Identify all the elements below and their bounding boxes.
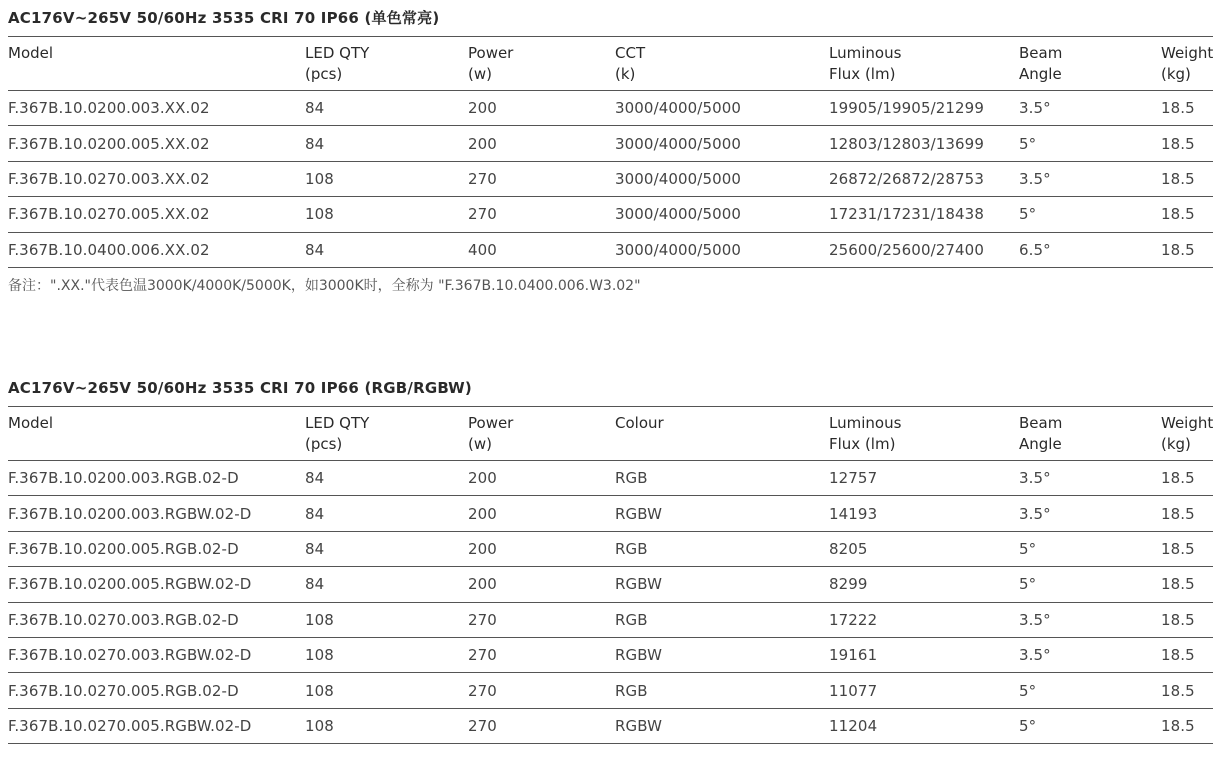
footnote: 备注：".XX."代表色温3000K/4000K/5000K，如3000K时，全称为 "F.367B.10.0400.006.W3.02" <box>8 277 641 294</box>
cell-beam-angle: 3.5° <box>1019 602 1161 637</box>
cell-beam-angle: 3.5° <box>1019 161 1161 196</box>
cell-model: F.367B.10.0200.003.XX.02 <box>8 91 305 126</box>
column-header-weight <box>1161 407 1213 461</box>
cell-cct-colour: 3000/4000/5000 <box>615 197 829 232</box>
table-row <box>8 567 1213 602</box>
cell-luminous-flux: 25600/25600/27400 <box>829 232 1019 267</box>
cell-power: 270 <box>468 637 615 672</box>
column-header-line: (kg) <box>1161 435 1191 453</box>
cell-luminous-flux: 26872/26872/28753 <box>829 161 1019 196</box>
cell-weight: 18.5 <box>1161 161 1213 196</box>
cell-cct-colour: RGBW <box>615 637 829 672</box>
table-row <box>8 637 1213 672</box>
cell-power: 200 <box>468 567 615 602</box>
table-title: AC176V~265V 50/60Hz 3535 CRI 70 IP66 (单色常亮) <box>8 8 1213 37</box>
column-header-cct-colour <box>615 407 829 461</box>
column-header-line: (pcs) <box>305 65 343 83</box>
cell-model: F.367B.10.0400.006.XX.02 <box>8 232 305 267</box>
cell-model: F.367B.10.0270.005.RGBW.02-D <box>8 708 305 743</box>
cell-luminous-flux: 17231/17231/18438 <box>829 197 1019 232</box>
table-row <box>8 531 1213 566</box>
column-header-line: Colour <box>615 414 664 432</box>
column-header-cct-colour <box>615 37 829 91</box>
cell-beam-angle: 3.5° <box>1019 637 1161 672</box>
column-header-led-qty <box>305 407 468 461</box>
cell-weight: 18.5 <box>1161 232 1213 267</box>
cell-beam-angle: 3.5° <box>1019 91 1161 126</box>
cell-led-qty: 84 <box>305 91 468 126</box>
cell-power: 200 <box>468 461 615 496</box>
cell-model: F.367B.10.0200.005.RGB.02-D <box>8 531 305 566</box>
column-header-line: LED QTY <box>305 44 370 62</box>
cell-power: 200 <box>468 126 615 161</box>
table-row <box>8 232 1213 267</box>
column-header-line: Model <box>8 414 54 432</box>
table-section-monochrome <box>8 8 1213 296</box>
column-header-beam-angle <box>1019 407 1161 461</box>
column-header-model <box>8 37 305 91</box>
cell-power: 270 <box>468 602 615 637</box>
cell-cct-colour: 3000/4000/5000 <box>615 91 829 126</box>
cell-cct-colour: RGB <box>615 673 829 708</box>
cell-luminous-flux: 11204 <box>829 708 1019 743</box>
cell-power: 270 <box>468 161 615 196</box>
cell-power: 400 <box>468 232 615 267</box>
column-header-line: Angle <box>1019 435 1062 453</box>
header-row <box>8 37 1213 91</box>
cell-cct-colour: 3000/4000/5000 <box>615 161 829 196</box>
cell-model: F.367B.10.0200.003.RGBW.02-D <box>8 496 305 531</box>
cell-led-qty: 108 <box>305 197 468 232</box>
column-header-line: Flux (lm) <box>829 65 896 83</box>
table-row <box>8 91 1213 126</box>
cell-led-qty: 84 <box>305 126 468 161</box>
cell-beam-angle: 5° <box>1019 531 1161 566</box>
cell-cct-colour: RGB <box>615 461 829 496</box>
table-row <box>8 673 1213 708</box>
table-row <box>8 461 1213 496</box>
header-row <box>8 407 1213 461</box>
column-header-line: (w) <box>468 435 492 453</box>
cell-weight: 18.5 <box>1161 496 1213 531</box>
column-header-line: Model <box>8 44 54 62</box>
column-header-line: CCT <box>615 44 646 62</box>
table-title: AC176V~265V 50/60Hz 3535 CRI 70 IP66 (RGB/RGBW) <box>8 378 1213 407</box>
cell-beam-angle: 3.5° <box>1019 461 1161 496</box>
cell-beam-angle: 5° <box>1019 708 1161 743</box>
cell-weight: 18.5 <box>1161 567 1213 602</box>
column-header-power <box>468 37 615 91</box>
column-header-power <box>468 407 615 461</box>
cell-model: F.367B.10.0270.003.RGB.02-D <box>8 602 305 637</box>
column-header-line: Luminous <box>829 414 902 432</box>
column-header-line: Power <box>468 44 514 62</box>
cell-led-qty: 84 <box>305 531 468 566</box>
column-header-weight <box>1161 37 1213 91</box>
cell-beam-angle: 5° <box>1019 673 1161 708</box>
cell-cct-colour: 3000/4000/5000 <box>615 126 829 161</box>
spec-table-rgb <box>8 407 1213 744</box>
cell-weight: 18.5 <box>1161 637 1213 672</box>
cell-beam-angle: 3.5° <box>1019 496 1161 531</box>
column-header-line: Angle <box>1019 65 1062 83</box>
cell-weight: 18.5 <box>1161 126 1213 161</box>
cell-cct-colour: 3000/4000/5000 <box>615 232 829 267</box>
cell-led-qty: 108 <box>305 673 468 708</box>
cell-led-qty: 108 <box>305 708 468 743</box>
column-header-line: Flux (lm) <box>829 435 896 453</box>
column-header-model <box>8 407 305 461</box>
cell-led-qty: 84 <box>305 232 468 267</box>
cell-luminous-flux: 19161 <box>829 637 1019 672</box>
column-header-beam-angle <box>1019 37 1161 91</box>
cell-luminous-flux: 11077 <box>829 673 1019 708</box>
column-header-line: (k) <box>615 65 636 83</box>
cell-weight: 18.5 <box>1161 708 1213 743</box>
column-header-luminous-flux <box>829 407 1019 461</box>
cell-power: 200 <box>468 91 615 126</box>
cell-luminous-flux: 8299 <box>829 567 1019 602</box>
cell-beam-angle: 5° <box>1019 197 1161 232</box>
cell-cct-colour: RGBW <box>615 496 829 531</box>
cell-weight: 18.5 <box>1161 602 1213 637</box>
cell-weight: 18.5 <box>1161 461 1213 496</box>
cell-led-qty: 108 <box>305 637 468 672</box>
cell-model: F.367B.10.0270.005.RGB.02-D <box>8 673 305 708</box>
cell-led-qty: 84 <box>305 567 468 602</box>
cell-cct-colour: RGBW <box>615 567 829 602</box>
table-section-rgb <box>8 378 1213 744</box>
column-header-led-qty <box>305 37 468 91</box>
table-row <box>8 126 1213 161</box>
cell-led-qty: 84 <box>305 496 468 531</box>
cell-luminous-flux: 12803/12803/13699 <box>829 126 1019 161</box>
column-header-line: LED QTY <box>305 414 370 432</box>
column-header-line: (w) <box>468 65 492 83</box>
cell-model: F.367B.10.0270.003.RGBW.02-D <box>8 637 305 672</box>
table-row <box>8 496 1213 531</box>
column-header-line: Beam <box>1019 414 1063 432</box>
cell-power: 270 <box>468 197 615 232</box>
cell-cct-colour: RGBW <box>615 708 829 743</box>
cell-model: F.367B.10.0200.005.XX.02 <box>8 126 305 161</box>
cell-model: F.367B.10.0200.003.RGB.02-D <box>8 461 305 496</box>
cell-luminous-flux: 19905/19905/21299 <box>829 91 1019 126</box>
table-row <box>8 708 1213 743</box>
table-row <box>8 161 1213 196</box>
table-row <box>8 197 1213 232</box>
column-header-line: Beam <box>1019 44 1063 62</box>
cell-weight: 18.5 <box>1161 531 1213 566</box>
column-header-line: Weight <box>1161 414 1214 432</box>
spec-table-monochrome <box>8 37 1213 268</box>
cell-cct-colour: RGB <box>615 531 829 566</box>
cell-power: 270 <box>468 708 615 743</box>
table-row <box>8 602 1213 637</box>
cell-weight: 18.5 <box>1161 91 1213 126</box>
cell-cct-colour: RGB <box>615 602 829 637</box>
cell-led-qty: 108 <box>305 161 468 196</box>
cell-power: 200 <box>468 496 615 531</box>
cell-luminous-flux: 8205 <box>829 531 1019 566</box>
column-header-line: Power <box>468 414 514 432</box>
column-header-line: (pcs) <box>305 435 343 453</box>
cell-weight: 18.5 <box>1161 673 1213 708</box>
cell-beam-angle: 5° <box>1019 567 1161 602</box>
cell-power: 200 <box>468 531 615 566</box>
column-header-line: (kg) <box>1161 65 1191 83</box>
cell-power: 270 <box>468 673 615 708</box>
cell-beam-angle: 5° <box>1019 126 1161 161</box>
cell-model: F.367B.10.0270.005.XX.02 <box>8 197 305 232</box>
cell-luminous-flux: 14193 <box>829 496 1019 531</box>
cell-model: F.367B.10.0200.005.RGBW.02-D <box>8 567 305 602</box>
column-header-line: Weight <box>1161 44 1214 62</box>
cell-weight: 18.5 <box>1161 197 1213 232</box>
column-header-line: Luminous <box>829 44 902 62</box>
cell-beam-angle: 6.5° <box>1019 232 1161 267</box>
cell-model: F.367B.10.0270.003.XX.02 <box>8 161 305 196</box>
cell-luminous-flux: 12757 <box>829 461 1019 496</box>
column-header-luminous-flux <box>829 37 1019 91</box>
cell-led-qty: 108 <box>305 602 468 637</box>
cell-led-qty: 84 <box>305 461 468 496</box>
cell-luminous-flux: 17222 <box>829 602 1019 637</box>
